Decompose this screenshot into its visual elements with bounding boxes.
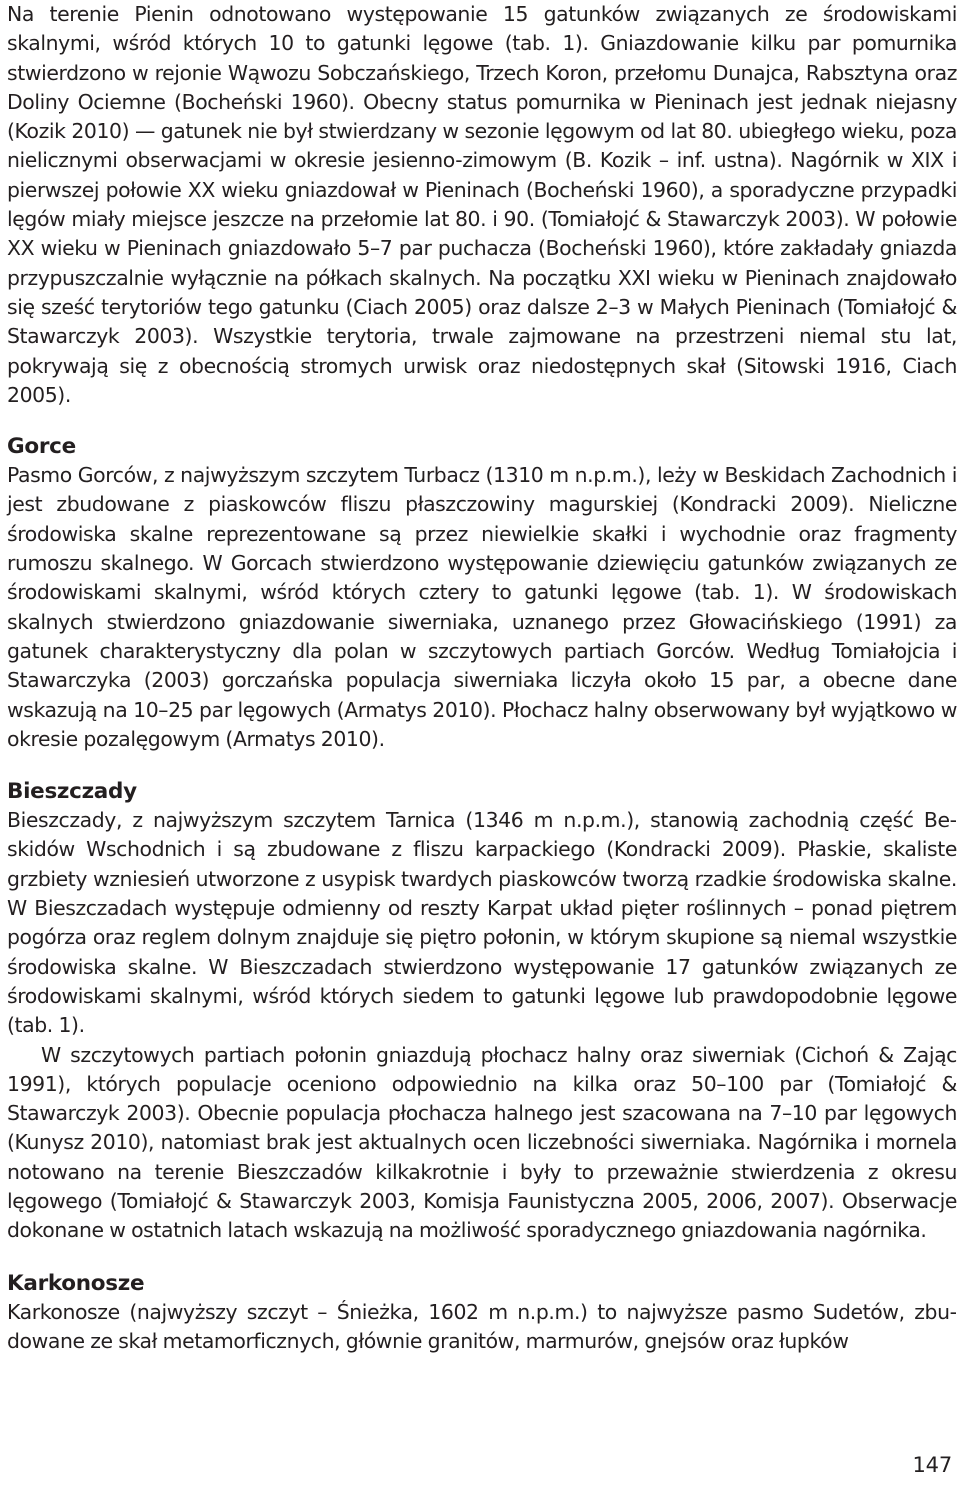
gorce-paragraph: Pasmo Gorców, z najwyższym szczytem Turbacz (1310 m n.p.m.), leży w Beskidach Zachodnich i jest zbudowane z piaskowców fliszu płaszczowiny magurskiej (Kondracki 2009). Nieliczne środowiska skalne reprezentowane są przez niewielkie skałki i wychodnie oraz fragmenty rumoszu skalnego. W Gorcach stwierdzono występowanie dziewięciu gatunków związanych ze środowiskami skalnymi, wśród których cztery to gatunki lęgowe (tab. 1). W środowiskach skalnych stwierdzono gniazdowanie siwerniaka, uznanego przez Głowacińskiego (1991) za gatunek charakterystyczny dla polan w szczytowych partiach Gorców. Według Tomiałojcia i Stawarczyka (2003) gorczańska populacja siwerniaka liczyła około 15 par, a obecne dane wskazują na 10–25 par lęgowych (Armatys 2010). Płochacz halny obserwowany był wyjątkowo w okresie pozalęgowym (Armatys 2010). (7, 463, 957, 751)
section-heading-gorce: Gorce (7, 434, 76, 460)
document-page (7, 0, 957, 1356)
karkonosze-paragraph: Karkonosze (najwyższy szczyt – Śnieżka, 1602 m n.p.m.) to najwyższe pasmo Sudetów, zbudowane ze skał metamorficznych, głównie granitów, marmurów, gnejsów oraz łupków (7, 1299, 957, 1353)
section-heading-bieszczady: Bieszczady (7, 779, 137, 805)
bieszczady-paragraph-1: Bieszczady, z najwyższym szczytem Tarnica (1346 m n.p.m.), stanowią zachodnią część Beskidów Wschodnich i są zbudowane z fliszu karpackiego (Kondracki 2009). Płaskie, skaliste grzbiety wzniesień utworzone z usypisk twardych piaskowców tworzą rzadkie środowiska skalne. W Bieszczadach występuje odmienny od reszty Karpat układ pięter roślinnych – ponad piętrem pogórza oraz reglem dolnym znajduje się piętro połonin, w którym skupione są niemal wszystkie środowiska skalne. W Bieszczadach stwierdzono występowanie 17 gatunków związanych ze środowiskami skalnymi, wśród których siedem to gatunki lęgowe lub prawdopodobnie lęgowe (tab. 1). (7, 808, 957, 1038)
section-heading-karkonosze: Karkonosze (7, 1270, 145, 1296)
page-number: 147 (912, 1453, 952, 1477)
bieszczady-paragraph-2: W szczytowych partiach połonin gniazdują płochacz halny oraz siwerniak (Cichoń & Zając 1991), których populacje oceniono odpowiednio na kilka oraz 50–100 par (Tomiałojć & Stawarczyk 2003). Obecnie populacja płochacza halnego jest szacowana na 7–10 par lęgowych (Kunysz 2010), natomiast brak jest aktualnych ocen liczebności siwerniaka. Nagórnika i mornela notowano na terenie Bieszczadów kilkakrotnie i były to przeważnie stwierdzenia z okresu lęgowego (Tomiałojć & Stawarczyk 2003, Komisja Faunistyczna 2005, 2006, 2007). Obserwacje dokonane w ostatnich latach wskazują na możliwość sporadycznego gniazdowania nagórnika. (7, 1042, 957, 1243)
pieniny-paragraph: Na terenie Pienin odnotowano występowanie 15 gatunków związanych ze środowiskami skalnymi, wśród których 10 to gatunki lęgowe (tab. 1). Gniazdowanie kilku par pomurnika stwierdzono w rejonie Wąwozu Sobczańskiego, Trzech Koron, przełomu Dunajca, Rabsztyna oraz Doliny Ociemne (Bocheński 1960). Obecny status pomurnika w Pieninach jest jednak niejasny (Kozik 2010) — gatunek nie był stwierdzany w sezonie lęgowym od lat 80. ubiegłego wieku, poza nielicznymi obserwacjami w okresie jesienno-zimowym (B. Kozik – inf. ustna). Nagórnik w XIX i pierwszej połowie XX wieku gniazdował w Pieninach (Bocheński 1960), a sporadyczne przypadki lęgów miały miejsce jeszcze na przełomie lat 80. i 90. (Tomiałojć & Stawarczyk 2003). W połowie XX wieku w Pieninach gniazdowało 5–7 par puchacza (Bocheński 1960), które zakładały gniazda przypuszczalnie wyłącznie na półkach skalnych. Na początku XXI wieku w Pieninach znajdowało się sześć terytoriów tego gatunku (Ciach 2005) oraz dalsze 2–3 w Małych Pieninach (Tomiałojć & Stawarczyk 2003). Wszystkie terytoria, trwale zajmowane na przestrzeni niemal stu lat, pokrywają się z obecnością stromych urwisk oraz niedostępnych skał (Sitowski 1916, Ciach 2005). (7, 2, 957, 407)
